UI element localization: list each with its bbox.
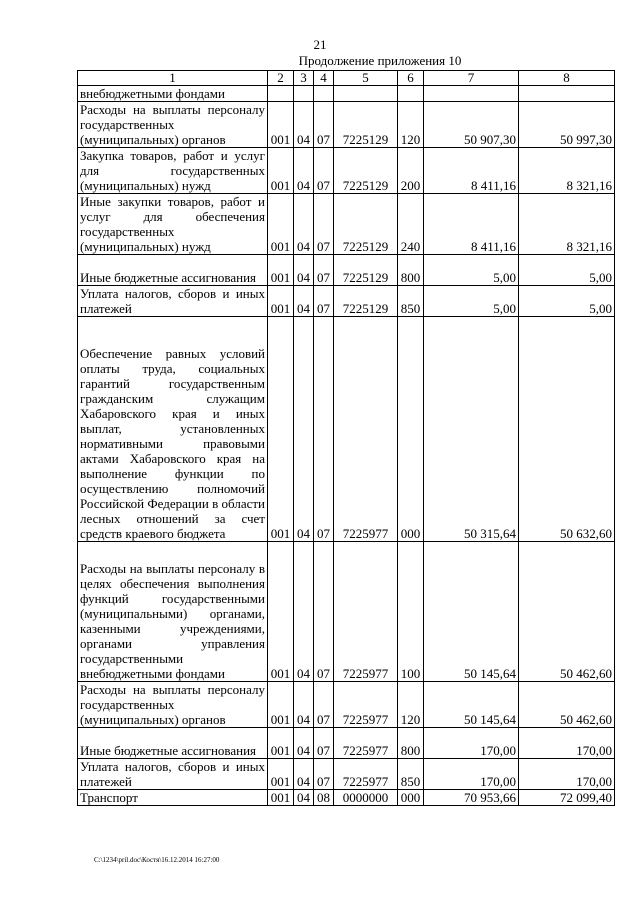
amount-2014: 170,00 xyxy=(424,728,519,759)
subsection-code: 07 xyxy=(314,148,334,194)
amount-2014: 170,00 xyxy=(424,759,519,790)
column-header: 3 xyxy=(294,71,314,86)
section-code: 04 xyxy=(294,255,314,286)
expense-type-code: 800 xyxy=(398,255,424,286)
subsection-code: 07 xyxy=(314,542,334,682)
subsection-code: 07 xyxy=(314,255,334,286)
section-code: 04 xyxy=(294,790,314,806)
amount-2015: 170,00 xyxy=(519,759,615,790)
amount-2014: 70 953,66 xyxy=(424,790,519,806)
target-article-code: 7225129 xyxy=(334,286,398,317)
expense-type-code: 120 xyxy=(398,102,424,148)
column-header: 5 xyxy=(334,71,398,86)
subsection-code xyxy=(314,86,334,102)
target-article-code: 7225977 xyxy=(334,317,398,542)
subsection-code: 07 xyxy=(314,682,334,728)
amount-2015 xyxy=(519,86,615,102)
table-row xyxy=(78,255,615,286)
target-article-code: 7225977 xyxy=(334,542,398,682)
section-code: 04 xyxy=(294,317,314,542)
expense-type-code xyxy=(398,86,424,102)
amount-2014: 8 411,16 xyxy=(424,194,519,255)
amount-2015: 50 462,60 xyxy=(519,542,615,682)
expense-type-code: 200 xyxy=(398,148,424,194)
ministry-code: 001 xyxy=(268,255,294,286)
row-name: Иные бюджетные ассигнования xyxy=(78,255,268,286)
continuation-title: Продолжение приложения 10 xyxy=(298,53,462,68)
target-article-code: 7225129 xyxy=(334,194,398,255)
ministry-code: 001 xyxy=(268,728,294,759)
column-header: 6 xyxy=(398,71,424,86)
row-name: Расходы на выплаты персоналу государственных (муниципальных) органов xyxy=(78,682,268,728)
amount-2014 xyxy=(424,86,519,102)
row-name: Обеспечение равных условий оплаты труда, социальных гарантий государственным гражданским служащим Хабаровского края и иных выплат, установленных нормативными правовыми актами Хабаровского края на выполнение функции по осуществлению полномочий Российской Федерации в области лесных отношений за счет средств краевого бюджета xyxy=(78,317,268,542)
column-header: 8 xyxy=(519,71,615,86)
amount-2015: 5,00 xyxy=(519,286,615,317)
table-row xyxy=(78,102,615,148)
ministry-code: 001 xyxy=(268,759,294,790)
column-header: 4 xyxy=(314,71,334,86)
table-header-row xyxy=(78,71,615,86)
table-row xyxy=(78,728,615,759)
section-code: 04 xyxy=(294,759,314,790)
ministry-code: 001 xyxy=(268,148,294,194)
amount-2015: 72 099,40 xyxy=(519,790,615,806)
ministry-code: 001 xyxy=(268,102,294,148)
subsection-code: 07 xyxy=(314,759,334,790)
ministry-code: 001 xyxy=(268,682,294,728)
subsection-code: 07 xyxy=(314,102,334,148)
target-article-code xyxy=(334,86,398,102)
column-header: 2 xyxy=(268,71,294,86)
table-row xyxy=(78,286,615,317)
amount-2014: 50 145,64 xyxy=(424,542,519,682)
target-article-code: 7225129 xyxy=(334,255,398,286)
amount-2015: 8 321,16 xyxy=(519,148,615,194)
file-path-footer: C:\1234\pril.doc\Костя\16.12.2014 16:27:00 xyxy=(94,856,220,864)
table-row xyxy=(78,86,615,102)
column-header: 1 xyxy=(78,71,268,86)
amount-2015: 50 462,60 xyxy=(519,682,615,728)
target-article-code: 7225977 xyxy=(334,728,398,759)
expense-type-code: 100 xyxy=(398,542,424,682)
target-article-code: 7225129 xyxy=(334,148,398,194)
section-code: 04 xyxy=(294,286,314,317)
table-row xyxy=(78,194,615,255)
row-name: Транспорт xyxy=(78,790,268,806)
section-code: 04 xyxy=(294,682,314,728)
row-name: Расходы на выплаты персоналу в целях обеспечения выполнения функций государственными (муниципальными) органами, казенными учреждениями, органами управления государственными внебюджетными фондами xyxy=(78,542,268,682)
table-row xyxy=(78,542,615,682)
subsection-code: 07 xyxy=(314,286,334,317)
target-article-code: 7225977 xyxy=(334,759,398,790)
amount-2014: 50 315,64 xyxy=(424,317,519,542)
table-row xyxy=(78,317,615,542)
ministry-code xyxy=(268,86,294,102)
amount-2014: 8 411,16 xyxy=(424,148,519,194)
row-name: Уплата налогов, сборов и иных платежей xyxy=(78,759,268,790)
amount-2015: 170,00 xyxy=(519,728,615,759)
expense-type-code: 800 xyxy=(398,728,424,759)
expense-type-code: 000 xyxy=(398,317,424,542)
target-article-code: 0000000 xyxy=(334,790,398,806)
expense-type-code: 120 xyxy=(398,682,424,728)
amount-2014: 5,00 xyxy=(424,286,519,317)
ministry-code: 001 xyxy=(268,286,294,317)
ministry-code: 001 xyxy=(268,194,294,255)
section-code: 04 xyxy=(294,102,314,148)
subsection-code: 07 xyxy=(314,317,334,542)
subsection-code: 07 xyxy=(314,194,334,255)
row-name: Уплата налогов, сборов и иных платежей xyxy=(78,286,268,317)
section-code: 04 xyxy=(294,542,314,682)
ministry-code: 001 xyxy=(268,542,294,682)
row-name: Расходы на выплаты персоналу государственных (муниципальных) органов xyxy=(78,102,268,148)
column-header: 7 xyxy=(424,71,519,86)
section-code: 04 xyxy=(294,148,314,194)
amount-2014: 50 145,64 xyxy=(424,682,519,728)
amount-2015: 50 997,30 xyxy=(519,102,615,148)
page-number: 21 xyxy=(313,37,327,52)
section-code: 04 xyxy=(294,194,314,255)
target-article-code: 7225129 xyxy=(334,102,398,148)
subsection-code: 08 xyxy=(314,790,334,806)
expense-type-code: 000 xyxy=(398,790,424,806)
ministry-code: 001 xyxy=(268,790,294,806)
expense-type-code: 850 xyxy=(398,286,424,317)
subsection-code: 07 xyxy=(314,728,334,759)
row-name: Иные бюджетные ассигнования xyxy=(78,728,268,759)
amount-2015: 8 321,16 xyxy=(519,194,615,255)
target-article-code: 7225977 xyxy=(334,682,398,728)
row-name: Иные закупки товаров, работ и услуг для обеспечения государственных (муниципальных) нужд xyxy=(78,194,268,255)
ministry-code: 001 xyxy=(268,317,294,542)
amount-2015: 50 632,60 xyxy=(519,317,615,542)
amount-2015: 5,00 xyxy=(519,255,615,286)
table-row xyxy=(78,148,615,194)
expense-type-code: 850 xyxy=(398,759,424,790)
section-code: 04 xyxy=(294,728,314,759)
amount-2014: 5,00 xyxy=(424,255,519,286)
row-name: Закупка товаров, работ и услуг для государственных (муниципальных) нужд xyxy=(78,148,268,194)
row-name: внебюджетными фондами xyxy=(78,86,268,102)
table-row xyxy=(78,759,615,790)
budget-table xyxy=(77,70,615,806)
amount-2014: 50 907,30 xyxy=(424,102,519,148)
table-row xyxy=(78,790,615,806)
section-code xyxy=(294,86,314,102)
table-row xyxy=(78,682,615,728)
expense-type-code: 240 xyxy=(398,194,424,255)
